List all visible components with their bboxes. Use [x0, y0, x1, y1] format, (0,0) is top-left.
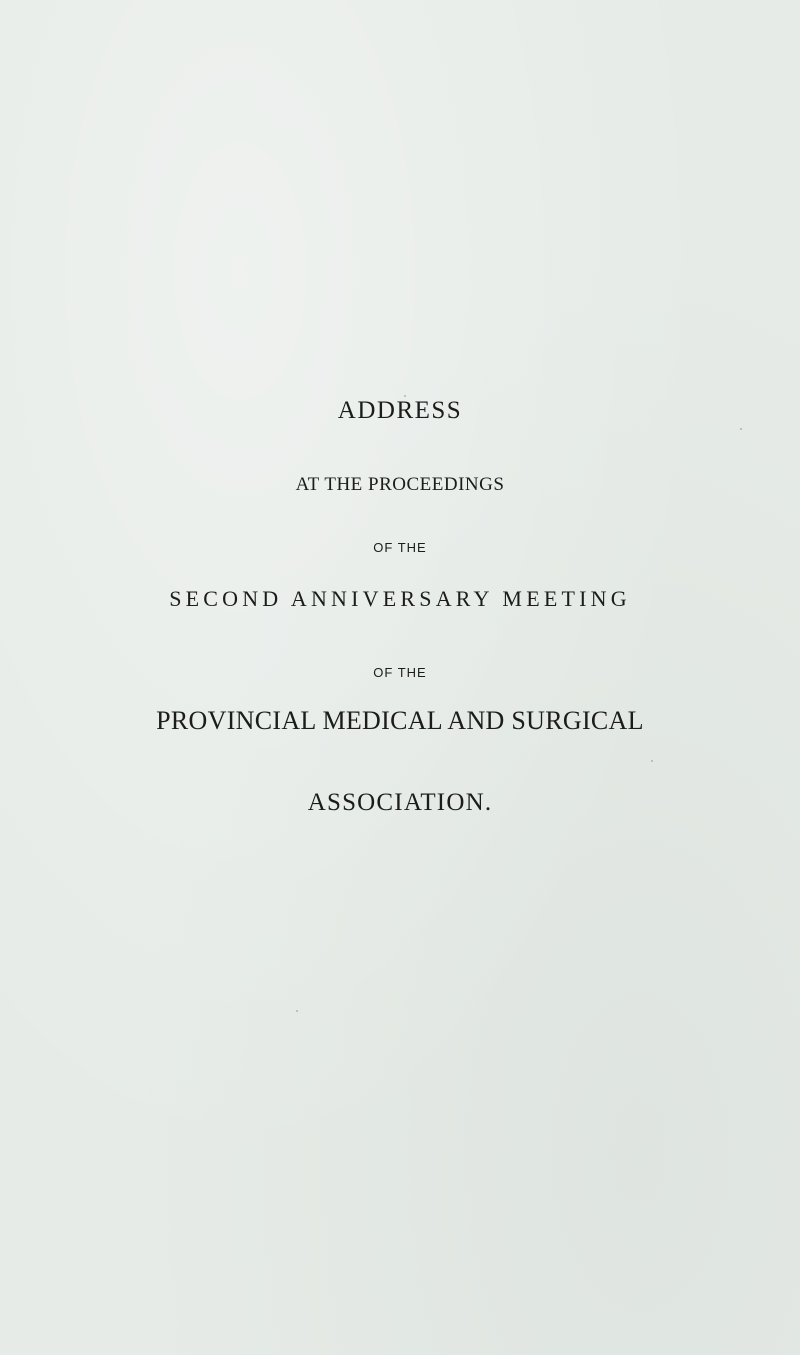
paper-speck	[740, 428, 742, 430]
connector-of-the-1: OF THE	[373, 540, 427, 555]
paper-speck	[651, 760, 653, 762]
paper-speck	[404, 395, 406, 397]
meeting-name: SECOND ANNIVERSARY MEETING	[169, 586, 631, 611]
association-word: ASSOCIATION.	[307, 789, 493, 816]
title-address: ADDRESS	[337, 397, 463, 424]
connector-of-the-2: OF THE	[373, 665, 427, 680]
subtitle-proceedings: AT THE PROCEEDINGS	[295, 474, 505, 495]
association-name: PROVINCIAL MEDICAL AND SURGICAL	[156, 706, 644, 735]
paper-speck	[296, 1010, 298, 1012]
